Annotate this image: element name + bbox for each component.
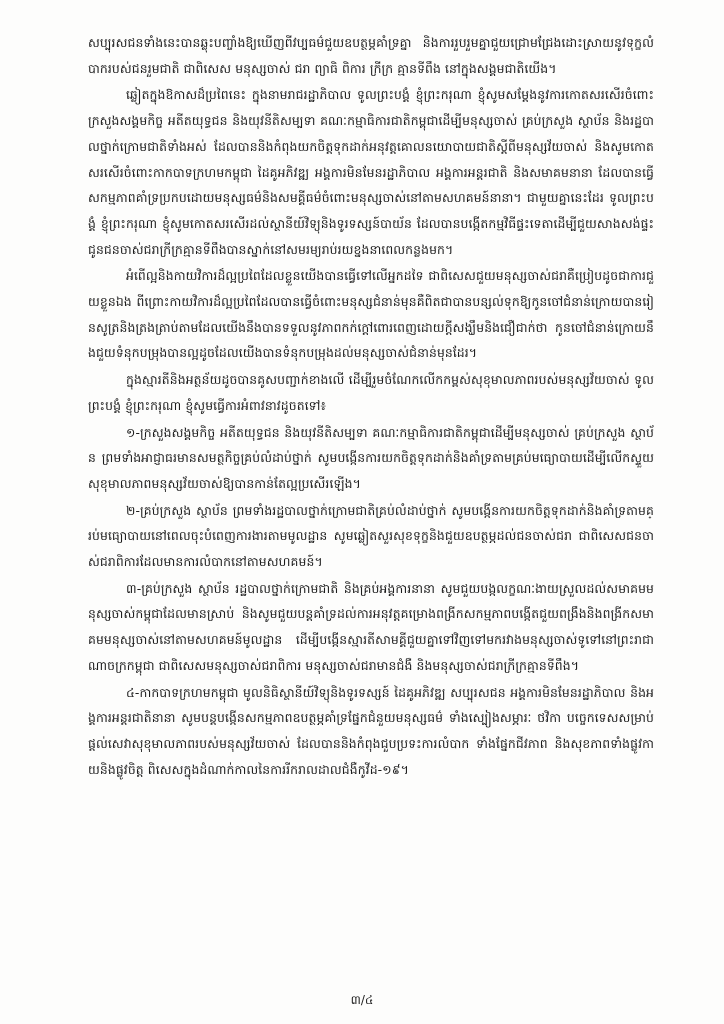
page-number: ៣/៤ — [350, 993, 374, 1007]
paragraph-4: ក្នុងស្មារតីនិងអត្ថន័យដូចបានគូសបញ្ជាក់ខាងលើ ដើម្បីរួមចំណែកលើកកម្ពស់សុខុមាលភាពរបស់មនុស្សវ័យចាស់ ទូលព្រះបង្គំ ខ្ញុំព្រះករុណា ខ្ញុំសូមធ្វើការអំពាវនាវដូចតទៅ៖ — [88, 372, 654, 413]
paragraph-3: អំពើល្អនិងកាយវិការដ៏ល្អប្រពៃដែលខ្លួនយើងបានធ្វើទៅលើអ្នកដទៃ ជាពិសេសជួយមនុស្សចាស់ជរាគឺប្រៀបដូចជាការជួយខ្លួនឯង ពីព្រោះកាយវិការដ៏ល្អប្រពៃដែលបានធ្វើចំពោះមនុស្សជំនាន់មុនគឺពិតជាបានបន្សល់ទុកឱ្យកូនចៅជំនាន់ក្រោយបានរៀនសូត្រនិងត្រងត្រាប់តាមដែលយើងនឹងបានទទួលនូវភាពកក់ក្តៅពោរពេញដោយក្តីសង្ឃឹមនិងជឿជាក់ថា កូនចៅជំនាន់ក្រោយនឹងជួយទំនុកបម្រុងបានល្អដូចដែលយើងបានទំនុកបម្រុងដល់មនុស្សចាស់ជំនាន់មុនដែរ។ — [88, 268, 654, 361]
list-item-1: ១-ក្រសួងសង្គមកិច្ច អតីតយុទ្ធជន និងយុវនីតិសម្បទា គណៈកម្មាធិការជាតិកម្ពុជាដើម្បីមនុស្សចាស់ គ្រប់ក្រសួង ស្ថាប័ន ព្រមទាំងអាជ្ញាធរមានសមត្ថកិច្ចគ្រប់លំដាប់ថ្នាក់ សូមបង្កើនការយកចិត្តទុកដាក់និងគាំទ្រតាមគ្រប់មធ្យោបាយដើម្បីលើកស្ទួយសុខុមាលភាពមនុស្សវ័យចាស់ឱ្យបានកាន់តែល្អប្រសើរឡើង។ — [88, 424, 654, 491]
list-item-2: ២-គ្រប់ក្រសួង ស្ថាប័ន ព្រមទាំងរដ្ឋបាលថ្នាក់ក្រោមជាតិគ្រប់លំដាប់ថ្នាក់ សូមបង្កើនការយកចិត្តទុកដាក់និងគាំទ្រតាមគ្រប់មធ្យោបាយនៅពេលចុះបំពេញការងារតាមមូលដ្ឋាន សូមឆ្លៀតសួរសុខទុក្ខនិងជួយឧបត្ថម្ភដល់ជនចាស់ជរា ជាពិសេសជនចាស់ជរាពិការដែលមានការលំបាកនៅតាមសហគមន៍។ — [88, 502, 654, 570]
paragraph-2: ឆ្លៀតក្នុងឱកាសដ៏ប្រពៃនេះ ក្នុងនាមរាជរដ្ឋាភិបាល ទូលព្រះបង្គំ ខ្ញុំព្រះករុណា ខ្ញុំសូមសម្តែងនូវការកោតសរសើរចំពោះក្រសួងសង្គមកិច្ច អតីតយុទ្ធជន និងយុវនីតិសម្បទា គណៈកម្មាធិការជាតិកម្ពុជាដើម្បីមនុស្សចាស់ គ្រប់ក្រសួង ស្ថាប័ន និងរដ្ឋបាលថ្នាក់ក្រោមជាតិទាំងអស់ ដែលបាននិងកំពុងយកចិត្តទុកដាក់អនុវត្តគោលនយោបាយជាតិស្តីពីមនុស្សវ័យចាស់ និងសូមកោតសរសើរចំពោះកាកបាទក្រហមកម្ពុជា ដៃគូអភិវឌ្ឍ អង្គការមិនមែនរដ្ឋាភិបាល អង្គការអន្តរជាតិ និងសមាគមនានា ដែលបានធ្វើសកម្មភាពគាំទ្រប្រកបដោយមនុស្សធម៌និងសមគ្គីធម៌ចំពោះមនុស្សចាស់នៅតាមសហគមន៍នានា។ ជាមួយគ្នានេះដែរ ទូលព្រះបង្គំ ខ្ញុំព្រះករុណា ខ្ញុំសូមកោតសរសើរដល់ស្ថានីយ៍វិទ្យុនិងទូរទស្សន៍បាយ័ន ដែលបានបង្កើតកម្មវិធីផ្ទះទេតាដើម្បីជួយសាងសង់ផ្ទះជូនជនចាស់ជរាក្រីក្រគ្មានទីពឹងបានស្នាក់នៅសមរម្យរាប់រយខ្នងនាពេលកន្លងមក។ — [88, 87, 654, 257]
list-item-3: ៣-គ្រប់ក្រសួង ស្ថាប័ន រដ្ឋបាលថ្នាក់ក្រោមជាតិ និងគ្រប់អង្គការនានា សូមជួយបង្កលក្ខណៈងាយស្រួលដល់សមាគមមនុស្សចាស់កម្ពុជាដែលមានស្រាប់ និងសូមជួយបន្តគាំទ្រដល់ការអនុវត្តគម្រោងពង្រីកសកម្មភាពបង្កើតជួយពង្រឹងនិងពង្រីកសមាគមមនុស្សចាស់នៅតាមសហគមន៍មូលដ្ឋាន ដើម្បីបង្កើនស្មារតីសាមគ្គីជួយគ្នាទៅវិញទៅមករវាងមនុស្សចាស់ទូទៅនៅព្រះរាជាណាចក្រកម្ពុជា ជាពិសេសមនុស្សចាស់ជរាពិការ មនុស្សចាស់ជរាមានជំងឺ និងមនុស្សចាស់ជរាក្រីក្រគ្មានទីពឹង។ — [88, 580, 654, 673]
list-item-4: ៤-កាកបាទក្រហមកម្ពុជា មូលនិធិស្ថានីយ៍វិទ្យុនិងទូរទស្សន៍ ដៃគូអភិវឌ្ឍ សប្បុរសជន អង្គការមិនមែនរដ្ឋាភិបាល និងអង្គការអន្តរជាតិនានា សូមបន្តបង្កើនសកម្មភាពឧបត្ថម្ភគាំទ្រផ្នែកជំនួយមនុស្សធម៌ ទាំងស្បៀងសម្ភារៈ ថវិកា បច្ចេកទេសសម្រាប់ផ្តល់សេវាសុខុមាលភាពរបស់មនុស្សវ័យចាស់ ដែលបាននិងកំពុងជួបប្រទះការលំបាក ទាំងផ្នែកជីវភាព និងសុខភាពទាំងផ្លូវកាយនិងផ្លូវចិត្ត ពិសេសក្នុងដំណាក់កាលនៃការរីករាលដាលជំងឺកូវីដ-១៩។ — [88, 684, 654, 777]
paragraph-1: សប្បុរសជនទាំងនេះបានឆ្លុះបញ្ចាំងឱ្យឃើញពីវប្បធម៌ជួយឧបត្ថម្ភគាំទ្រគ្នា និងការរួបរួមគ្នាជួយជ្រោមជ្រែងដោះស្រាយនូវទុក្ខលំបាករបស់ជនរួមជាតិ ជាពិសេស មនុស្សចាស់ ជរា ព្យាធិ ពិការ ក្រីក្រ គ្មានទីពឹង នៅក្នុងសង្គមជាតិយើង។ — [88, 35, 654, 76]
